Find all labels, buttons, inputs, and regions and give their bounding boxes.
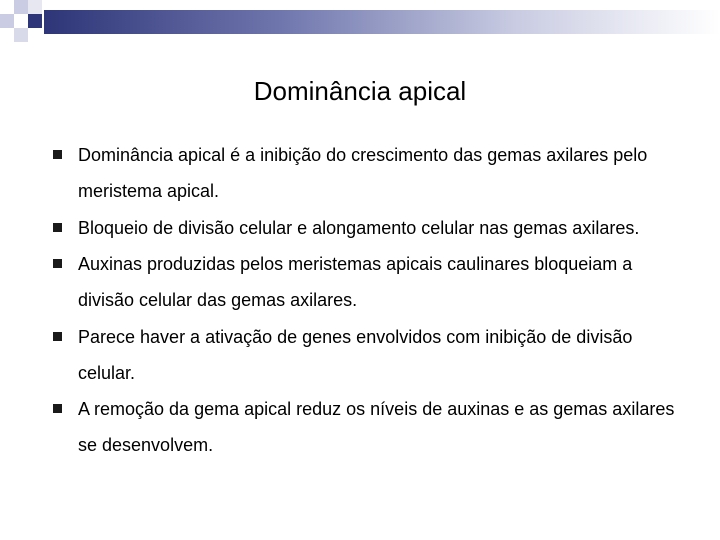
square-bullet-icon bbox=[53, 150, 62, 159]
list-item bbox=[50, 137, 690, 209]
bullet-text: Dominância apical é a inibição do crescimento das gemas axilares pelo meristema apical. bbox=[78, 145, 648, 201]
square-bullet-icon bbox=[53, 404, 62, 413]
square-bullet-icon bbox=[53, 223, 62, 232]
bullet-text: Bloqueio de divisão celular e alongamento celular nas gemas axilares. bbox=[78, 217, 640, 238]
list-item bbox=[50, 210, 690, 246]
bullet-text: Auxinas produzidas pelos meristemas apicais caulinares bloqueiam a divisão celular das gemas axilares. bbox=[78, 254, 633, 310]
bullet-list bbox=[50, 137, 690, 464]
bullet-text: A remoção da gema apical reduz os níveis de auxinas e as gemas axilares se desenvolvem. bbox=[78, 399, 675, 455]
list-item bbox=[50, 319, 690, 391]
header-gradient-bar bbox=[44, 10, 720, 34]
bullet-text: Parece haver a ativação de genes envolvidos com inibição de divisão celular. bbox=[78, 326, 633, 383]
list-item bbox=[50, 391, 690, 463]
slide-title: Dominância apical bbox=[253, 76, 467, 106]
square-bullet-icon bbox=[53, 332, 62, 341]
square-bullet-icon bbox=[53, 259, 62, 268]
list-item bbox=[50, 246, 690, 318]
